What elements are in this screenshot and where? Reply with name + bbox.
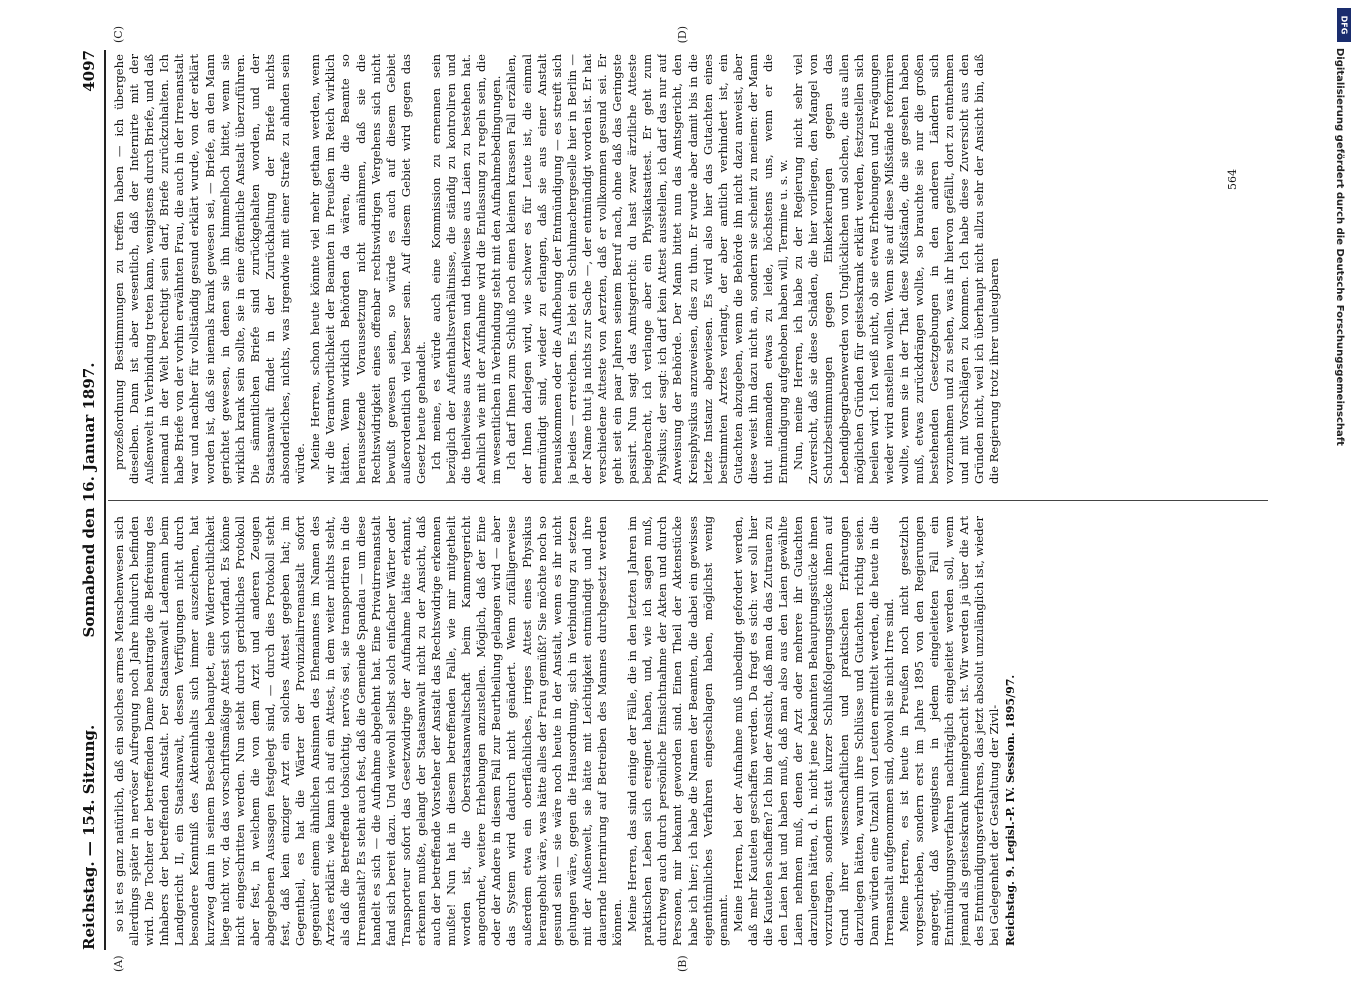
header-session: Reichstag. — 154. Sitzung. <box>80 724 98 950</box>
paragraph: prozeßordnung Bestimmungen zu treffen haben — ich übergehe dieselben. Dann ist aber wesentlich, daß der Internirte mit der Außenwelt in Verbindung treten kann, wenigstens durch Briefe, und daß niemand in der Welt berechtigt sein darf, Briefe zurückzuhalten. Ich habe Briefe von der vorhin erwähnten Frau, die auch in der Irrenanstalt war und nachher für vollständig gesund erklärt wurde, von der erklärt worden ist, daß sie niemals krank gewesen sei, — Briefe, an den Mann gerichtet gewesen, in denen sie ihn himmelhoch bittet, wenn sie wirklich krank sein sollte, sie in eine öffentliche Anstalt überzuführen. Die sämmtlichen Briefe sind zurückgehalten worden, und der Staatsanwalt findet in der Zurückhaltung der Briefe nichts absonderliches, nichts, was irgendwie mit einer Strafe zu ahnden sein würde. <box>112 54 308 484</box>
page-header <box>76 50 102 950</box>
margin-marker-c: (C) <box>112 26 125 43</box>
dfg-logo-text: DFG <box>1339 15 1349 35</box>
margin-marker-d: (D) <box>676 26 689 44</box>
paragraph: Meine Herren, es ist heute in Preußen noch nicht gesetzlich vorgeschrieben, sondern erst im Jahre 1895 von den Regierungen angeregt, daß wenigstens in jedem eingeleiteten Fall ein Entmündigungsverfahren nachträglich eingeleitet werden soll, wenn jemand als geisteskrank hineingebracht ist. Wir werden ja über die Art des Entmündigungsverfahrens, das jetzt absolut unzulänglich ist, wieder bei Gelegenheit der Gestaltung der Zivil- <box>896 516 1002 946</box>
margin-marker-b: (B) <box>676 955 689 972</box>
page-code: 564 <box>1226 169 1239 190</box>
paragraph: Meine Herren, bei der Aufnahme muß unbedingt gefordert werden, daß mehr Kautelen geschaffen werden. Da fragt es sich: wer soll hier die Kautelen schaffen? Ich bin der Ansicht, daß man da das Zutrauen zu den Laien hat und haben muß, daß man also aus den Laien gewählte Laien nehmen muß, denen der Arzt oder mehrere ihr Gutachten darzulegen hätten, d. h. nicht jene bekannten Behauptungsstücke ihnen vorzutragen, sondern statt kurzer Schlußfolgerungsstücke ihnen auf Grund ihrer wissenschaftlichen und praktischen Erfahrungen darzulegen hätten, warum ihre Schlüsse und Gutachten richtig seien. Dann würden eine Unzahl von Leuten ermittelt werden, die heute in die Irrenanstalt aufgenommen sind, obwohl sie nicht Irre sind. <box>730 516 896 946</box>
dfg-logo <box>1337 8 1351 42</box>
digitization-note-text: Digitalisierung gefördert durch die Deutsche Forschungsgemeinschaft <box>1334 48 1345 446</box>
header-rule <box>104 50 106 950</box>
paragraph: Ich meine, es würde auch eine Kommission zu ernennen sein bezüglich der Aufenthaltsverhältnisse, die ständig zu kontroliren und die theilweise aus Aerzten und theilweise aus Laien zu bestehen hat. Aehnlich wie mit der Aufnahme wird die Entlassung zu regeln sein, die im wesentlichen in Verbindung steht mit den Aufnahmebedingungen. <box>428 54 504 484</box>
margin-marker-a: (A) <box>112 955 125 972</box>
left-column <box>112 516 1262 946</box>
rotated-page <box>76 26 1276 972</box>
header-date: Sonnabend den 16. Januar 1897. <box>80 362 98 638</box>
paragraph: Nun, meine Herren, ich habe zu der Regierung nicht sehr viel Zuversicht, daß sie diese Schäden, die hier vorliegen, den Mangel von Schutzbestimmungen gegen Einkerkerungen gegen das Lebendigbegrabenwerden von Unglücklichen und solchen, die aus allen möglichen Gründen für geisteskrank erklärt werden, festzustellen sich beeilen wird. Ich weiß nicht, ob sie etwa Erhebungen und Erwägungen wieder wird anstellen wollen. Wenn sie auf diese Mißstände reformiren wollte, wenn sie in der That diese Mißstände, die sie gesehen haben muß, etwas zurückdrängen wollte, so brauchte sie nur die großen bestehenden Gesetzgebungen in den anderen Ländern sich vorzunehmen und zu sehen, was ihr hiervon gefällt, dort zu entnehmen und mit Vorschlägen zu kommen. Ich habe diese Zuversicht aus den Gründen nicht, weil ich überhaupt nicht allzu sehr der Ansicht bin, daß die Regierung trotz ihrer unleugbaren <box>791 54 1002 484</box>
digitization-note <box>1334 48 1351 608</box>
page-number: 4097 <box>80 50 98 92</box>
paragraph: Meine Herren, schon heute könnte viel mehr gethan werden, wenn wir die Verantwortlichkeit der Beamten in Preußen im Reich wirklich hätten. Wenn wirklich Behörden da wären, die die Beamte so heraussetzende Voraussetzung nicht annähmen, daß sie die Rechtswidrigkeit eines offenbar rechtswidrigen Vergehens sich nicht bewußt gewesen seien, so würde es auch auf diesem Gebiet außerordentlich viel besser sein. Auf diesem Gebiet wird gegen das Gesetz heute gehandelt. <box>308 54 428 484</box>
column-divider <box>108 500 1268 501</box>
paragraph: so ist es ganz natürlich, daß ein solches armes Menschenwesen sich allerdings später in nervöser Aufregung noch Jahre hindurch befinden wird. Die Tochter der betreffenden Dame beantragte die Befreiung des Inhabers der betreffenden Anstalt. Der Staatsanwalt Lademann beim Landgericht II, ein Staatsanwalt, dessen Verfügungen nicht durch besondere Kenntniß des Akteninhalts sich immer auszeichnen, hat kurzweg dann in seinem Bescheide behauptet, eine Widerrechtlichkeit liege nicht vor, da das vorschriftsmäßige Attest sich vorfand. Es könne nicht eingeschritten werden. Nun steht durch gerichtliches Protokoll aber fest, in welchem die von dem Arzt und anderen Zeugen abgegebenen Aussagen festgelegt sind, — durch dies Protokoll steht fest, daß kein einziger Arzt ein solches Attest gegeben hat; im Gegentheil, es hat die Wärter der Provinzialirrenanstalt sofort gegenüber einem ähnlichen Ansinnen des Ehemannes im Namen des Arztes erklärt: wie kann ich auf ein Attest, in dem weiter nichts steht, als daß die Betreffende tobsüchtig, nervös sei, sie transportiren in die Irrenanstalt? Es steht auch fest, daß die Gemeinde Spandau — um diese handelt es sich — die Aufnahme abgelehnt hat. Eine Privatirrenanstalt fand sich bereit dazu. Und wiewohl selbst solch einfacher Wärter oder Transporteur sofort das Gesetzwidrige der Aufnahme hätte erkannt, erkennen mußte, gelangt der Staatsanwalt nicht zu der Ansicht, daß auch der betreffende Vorsteher der Anstalt das Rechtswidrige erkennen mußte! Nun hat in diesem betreffenden Falle, wie mir mitgetheilt worden ist, die Oberstaatsanwaltschaft beim Kammergericht angeordnet, weitere Erhebungen anzustellen. Möglich, daß der Eine oder der Andere in diesem Fall zur Beurtheilung gelangen wird — aber das System wird dadurch nicht geändert. Wenn zufälligerweise außerdem etwa ein oberflächliches, irriges Attest eines Physikus herangeholt wäre, was hätte alles der Frau gemüßt? Sie möchte noch so gesund sein — sie wäre noch heute in der Anstalt, wenn es ihr nicht gelungen wäre, gegen die Hausordnung, sich in Verbindung zu setzen mit der Außenwelt, sie hätte mit Leichtigkeit entmündigt und ihre dauernde Internirung auf Betreiben des Mannes durchgesetzt werden können. <box>112 516 625 946</box>
paragraph: Ich darf Ihnen zum Schluß noch einen kleinen krassen Fall erzählen, der Ihnen darlegen wird, wie schwer es für Leute ist, die einmal entmündigt sind, wieder zu erlangen, daß sie aus einer Anstalt herauskommen oder die Aufhebung der Entmündigung — es streift sich ja beides — erreichen. Es lebt ein Schuhmachergeselle hier in Berlin — der Name thut ja nichts zur Sache —, der entmündigt worden ist. Er hat verschiedene Atteste von Aerzten, daß er vollkommen gesund sei. Er geht seit ein paar Jahren seinem Beruf nach, ohne daß das Geringste passirt. Nun sagt das Amtsgericht: du hast zwar ärztliche Atteste beigebracht, ich verlange aber ein Physikatsattest. Er geht zum Physikus; der sagt: ich darf kein Attest ausstellen, ich darf das nur auf Anweisung der Behörde. Der Mann bittet nun das Amtsgericht, den Kreisphysikus anzuweisen, dies zu thun. Er wurde aber damit bis in die letzte Instanz abgewiesen. Es wird also hier das Gutachten eines bestimmten Arztes verlangt, der aber amtlich verhindert ist, ein Gutachten abzugeben, wenn die Behörde ihn nicht dazu anweist, aber diese weist ihn dazu nicht an, sondern sie scheint zu meinen: der Mann thut niemanden etwas zu leide, höchstens uns, wenn er die Entmündigung aufgehoben haben will, Termine u. s. w. <box>504 54 791 484</box>
digitization-strip <box>1334 8 1351 998</box>
paragraph: Meine Herren, das sind einige der Fälle, die in den letzten Jahren im praktischen Leben sich ereignet haben, und, wie ich sagen muß, durchweg auch durch persönliche Einsichtnahme der Akten und durch Personen, mir bekannt geworden sind. Einen Theil der Aktenstücke habe ich hier; ich habe die Namen der Beamten, die dabei ein gewisses eigenthümliches Verfahren eingeschlagen haben, möglichst wenig genannt. <box>625 516 730 946</box>
right-column <box>112 54 1262 484</box>
page-footer: Reichstag. 9. Legisl.-P. IV. Session. 1895/97. <box>1003 674 1017 946</box>
